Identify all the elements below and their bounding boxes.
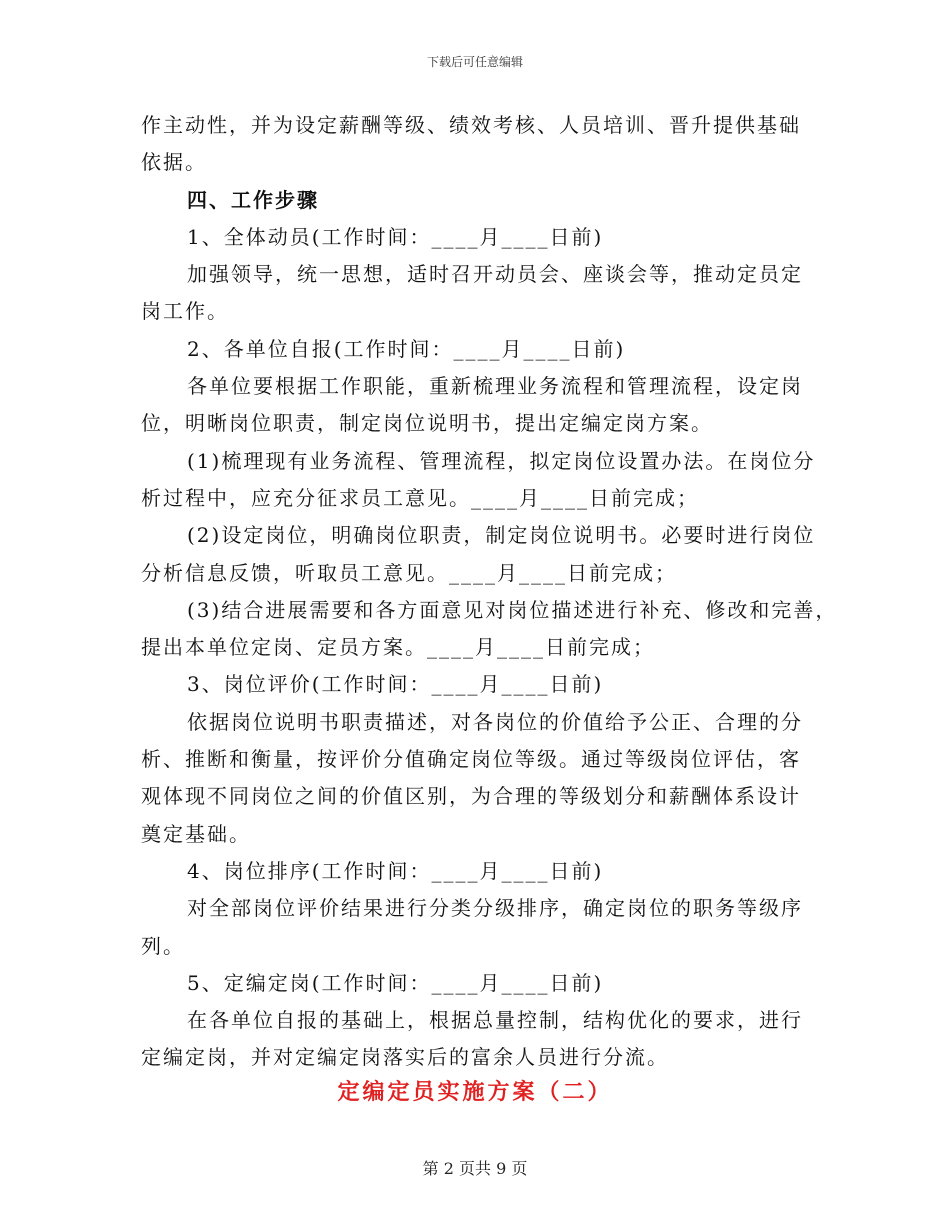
paragraph-line: 依据岗位说明书职责描述，对各岗位的价值给予公正、合理的分 [187, 709, 803, 734]
step-heading: 3、岗位评价(工作时间：____月____日前) [187, 672, 604, 697]
sub-item-line: (3)结合进展需要和各方面意见对岗位描述进行补充、修改和完善， [187, 597, 838, 622]
page-header-note: 下载后可任意编辑 [426, 55, 523, 69]
section-title: 定编定员实施方案（二） [337, 1079, 613, 1105]
step-heading: 2、各单位自报(工作时间：____月____日前) [187, 336, 626, 361]
page-footer: 第 2 页共 9 页 [422, 1159, 528, 1178]
step-heading: 5、定编定岗(工作时间：____月____日前) [187, 970, 604, 995]
paragraph-line: 岗工作。 [141, 299, 229, 324]
sub-item-line: (2)设定岗位，明确岗位职责，制定岗位说明书。必要时进行岗位 [187, 523, 816, 548]
paragraph-line: 奠定基础。 [141, 821, 251, 846]
paragraph-line: 提出本单位定岗、定员方案。____月____日前完成； [141, 635, 655, 660]
paragraph-line: 依据。 [141, 150, 207, 175]
paragraph-line: 析、推断和衡量，按评价分值确定岗位等级。通过等级岗位评估，客 [141, 747, 801, 772]
paragraph-line: 位，明晰岗位职责，制定岗位说明书，提出定编定岗方案。 [141, 411, 713, 436]
paragraph-line: 观体现不同岗位之间的价值区别，为合理的等级划分和薪酬体系设计 [141, 784, 801, 809]
paragraph-line: 作主动性，并为设定薪酬等级、绩效考核、人员培训、晋升提供基础 [141, 113, 801, 137]
paragraph-line: 加强领导，统一思想，适时召开动员会、座谈会等，推动定员定 [187, 262, 803, 287]
paragraph-line: 对全部岗位评价结果进行分类分级排序，确定岗位的职务等级序 [187, 896, 803, 921]
paragraph-line: 各单位要根据工作职能，重新梳理业务流程和管理流程，设定岗 [187, 374, 803, 399]
step-heading: 1、全体动员(工作时间：____月____日前) [187, 224, 604, 249]
section-heading: 四、工作步骤 [187, 187, 319, 212]
paragraph-line: 定编定岗，并对定编定岗落实后的富余人员进行分流。 [141, 1045, 669, 1070]
step-heading: 4、岗位排序(工作时间：____月____日前) [187, 858, 604, 883]
paragraph-line: 列。 [141, 933, 185, 958]
document-body [141, 107, 838, 1077]
sub-item-line: (1)梳理现有业务流程、管理流程，拟定岗位设置办法。在岗位分 [187, 448, 816, 473]
paragraph-line: 分析信息反馈，听取员工意见。____月____日前完成； [141, 560, 677, 585]
paragraph-line: 在各单位自报的基础上，根据总量控制，结构优化的要求，进行 [187, 1008, 803, 1033]
paragraph-line: 析过程中，应充分征求员工意见。____月____日前完成； [141, 485, 699, 510]
